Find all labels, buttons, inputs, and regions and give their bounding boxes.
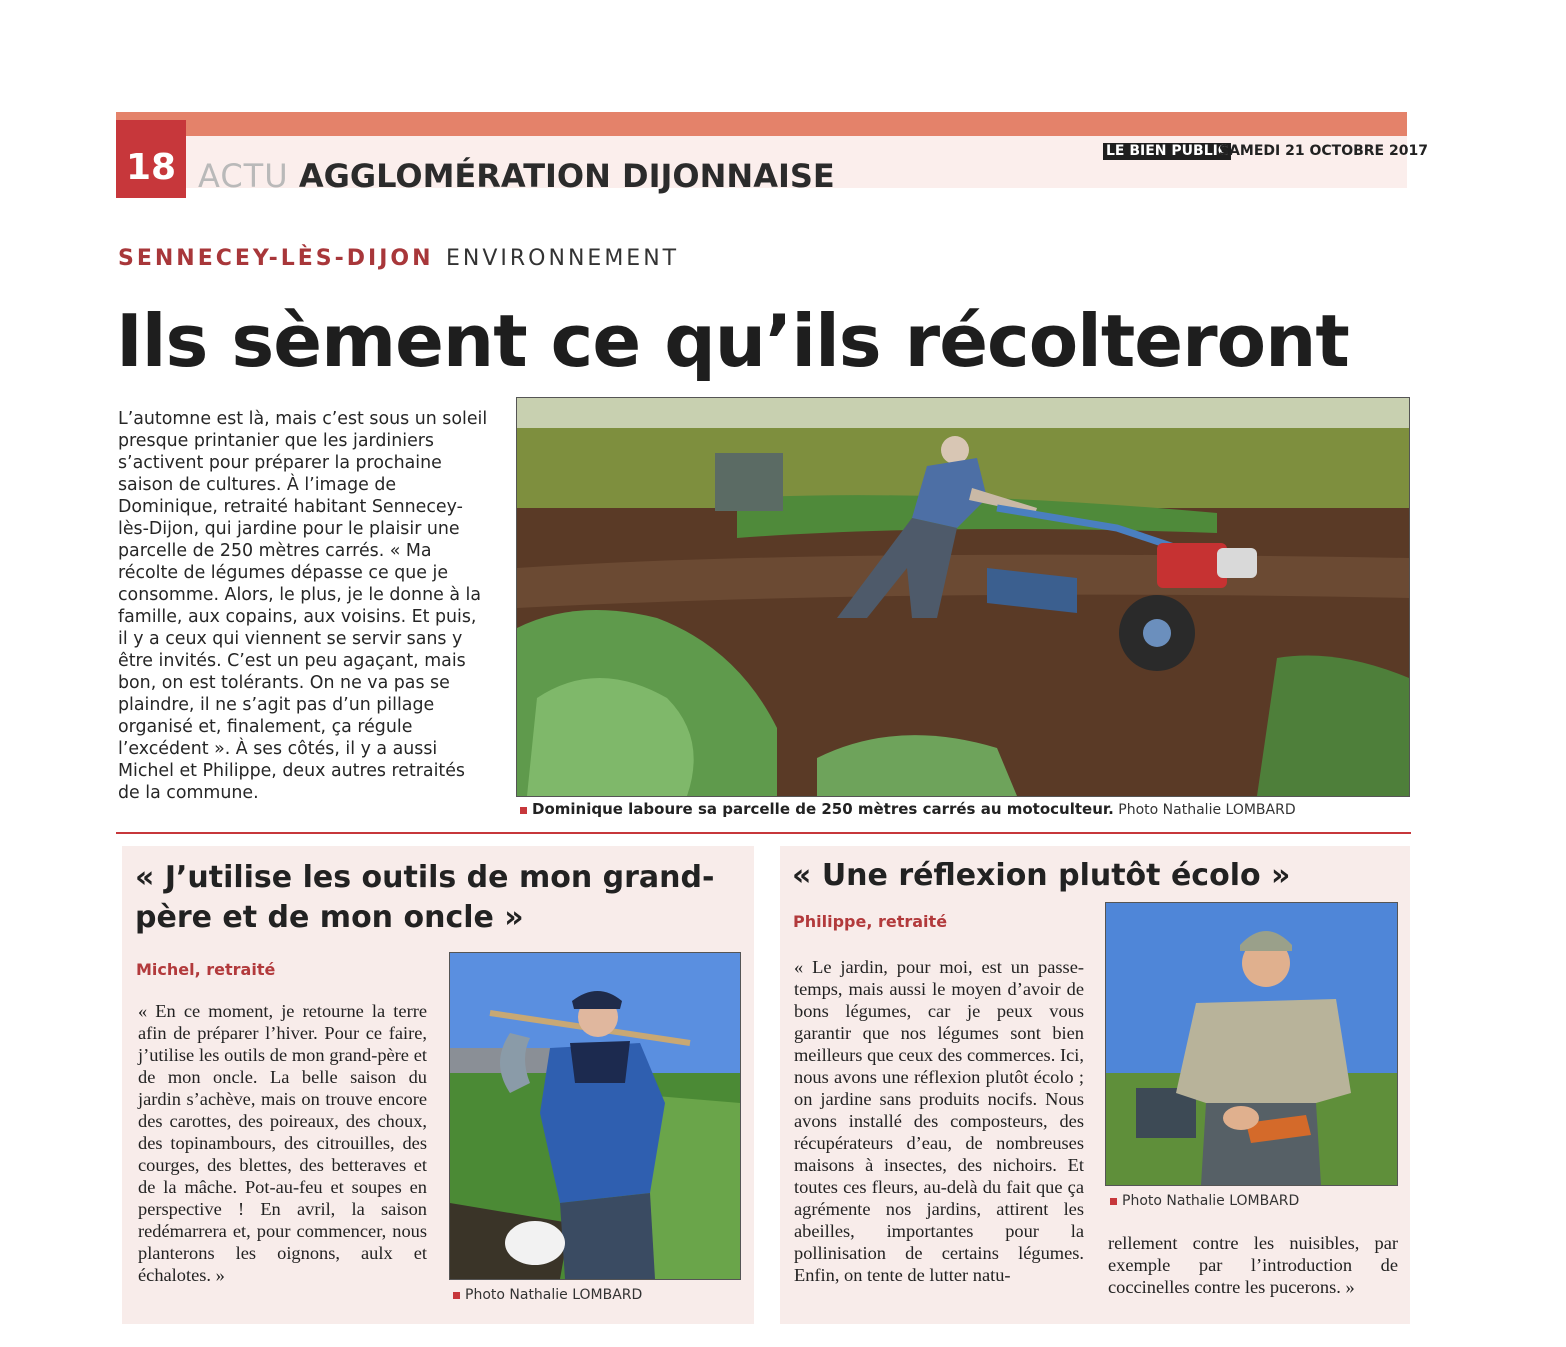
section-heading xyxy=(198,156,835,196)
philippe-quote-part1: « Le jardin, pour moi, est un passe-temps, mais aussi le moyen d’avoir de bons légumes, car je peux vous garantir que nos légumes sont bien meilleurs que ceux des commerces. Ici, nous avons une réflexion plutôt écolo ; on jardine sans produits nocifs. Nous avons installé des composteurs, des récupérateurs d’eau, de nombreuses maisons à insectes, des nichoirs. Et toutes ces fleurs, au-delà du fait que ça agrémente nos jardins, attirent les abeilles, importantes pour la pollinisation de certains légumes. Enfin, on tente de lutter natu- xyxy=(794,957,1084,1285)
caption-marker-icon xyxy=(520,807,527,814)
philippe-quote-part2: rellement contre les nuisibles, par exemple par l’introduction de coccinelles contre les pucerons. » xyxy=(1108,1233,1398,1297)
michel-byline: Michel, retraité xyxy=(136,960,276,979)
header-accent-band xyxy=(116,112,1407,136)
caption-marker-icon xyxy=(1110,1198,1117,1205)
michel-photo-caption xyxy=(453,1286,642,1304)
caption-marker-icon xyxy=(453,1292,460,1299)
main-photo xyxy=(516,397,1410,797)
michel-photo xyxy=(449,952,741,1280)
philippe-photo xyxy=(1105,902,1398,1186)
main-photo-caption xyxy=(520,800,1296,819)
section-label: ACTU xyxy=(198,157,289,195)
caption-text: Dominique laboure sa parcelle de 250 mètres carrés au motoculteur. xyxy=(532,800,1114,818)
section-title: AGGLOMÉRATION DIJONNAISE xyxy=(298,157,835,195)
michel-box-title: « J’utilise les outils de mon grand-père et de mon oncle » xyxy=(135,860,715,935)
article-title: Ils sèment ce qu’ils récolteront xyxy=(116,299,1349,383)
article-intro: L’automne est là, mais c’est sous un soleil presque printanier que les jardiniers s’activent pour préparer la prochaine saison de cultures. À l’image de Dominique, retraité habitant Sennecey-lès-Dijon, qui jardine pour le plaisir une parcelle de 250 mètres carrés. « Ma récolte de légumes dépasse ce que je consomme. Alors, le plus, je le donne à la famille, aux copains, aux voisins. Et puis, il y a ceux qui viennent se servir sans y être invités. C’est un peu agaçant, mais bon, on est tolérants. On ne va pas se plaindre, il ne s’agit pas d’un pillage organisé et, finalement, ça régule l’excédent ». À ses côtés, il y a aussi Michel et Philippe, deux autres retraités de la commune. xyxy=(118,409,488,803)
michel-quote: « En ce moment, je retourne la terre afin de préparer l’hiver. Pour ce faire, j’utilise les outils de mon grand-père et de mon oncle. La belle saison du jardin s’achève, mais on trouve encore des carottes, des poireaux, des choux, des topinambours, des citrouilles, des courges, des blettes, des betteraves et de la mâche. Pot-au-feu et soupes en perspective ! En avril, la saison redémarrera et, pour commencer, nous planterons les oignons, aulx et échalotes. » xyxy=(138,1001,427,1285)
article-location: SENNECEY-LÈS-DIJON xyxy=(118,246,434,271)
philippe-byline: Philippe, retraité xyxy=(793,912,948,931)
photo-credit: Photo Nathalie LOMBARD xyxy=(465,1287,643,1303)
issue-date: SAMEDI 21 OCTOBRE 2017 xyxy=(1219,143,1428,159)
photo-credit: Photo Nathalie LOMBARD xyxy=(1118,802,1296,818)
section-divider xyxy=(116,832,1411,834)
philippe-photo-caption xyxy=(1110,1192,1299,1210)
newspaper-name: LE BIEN PUBLIC xyxy=(1103,143,1231,160)
philippe-box-title: « Une réflexion plutôt écolo » xyxy=(792,858,1291,893)
photo-credit: Photo Nathalie LOMBARD xyxy=(1122,1193,1300,1209)
page-number: 18 xyxy=(116,120,186,198)
article-category: ENVIRONNEMENT xyxy=(446,246,680,271)
